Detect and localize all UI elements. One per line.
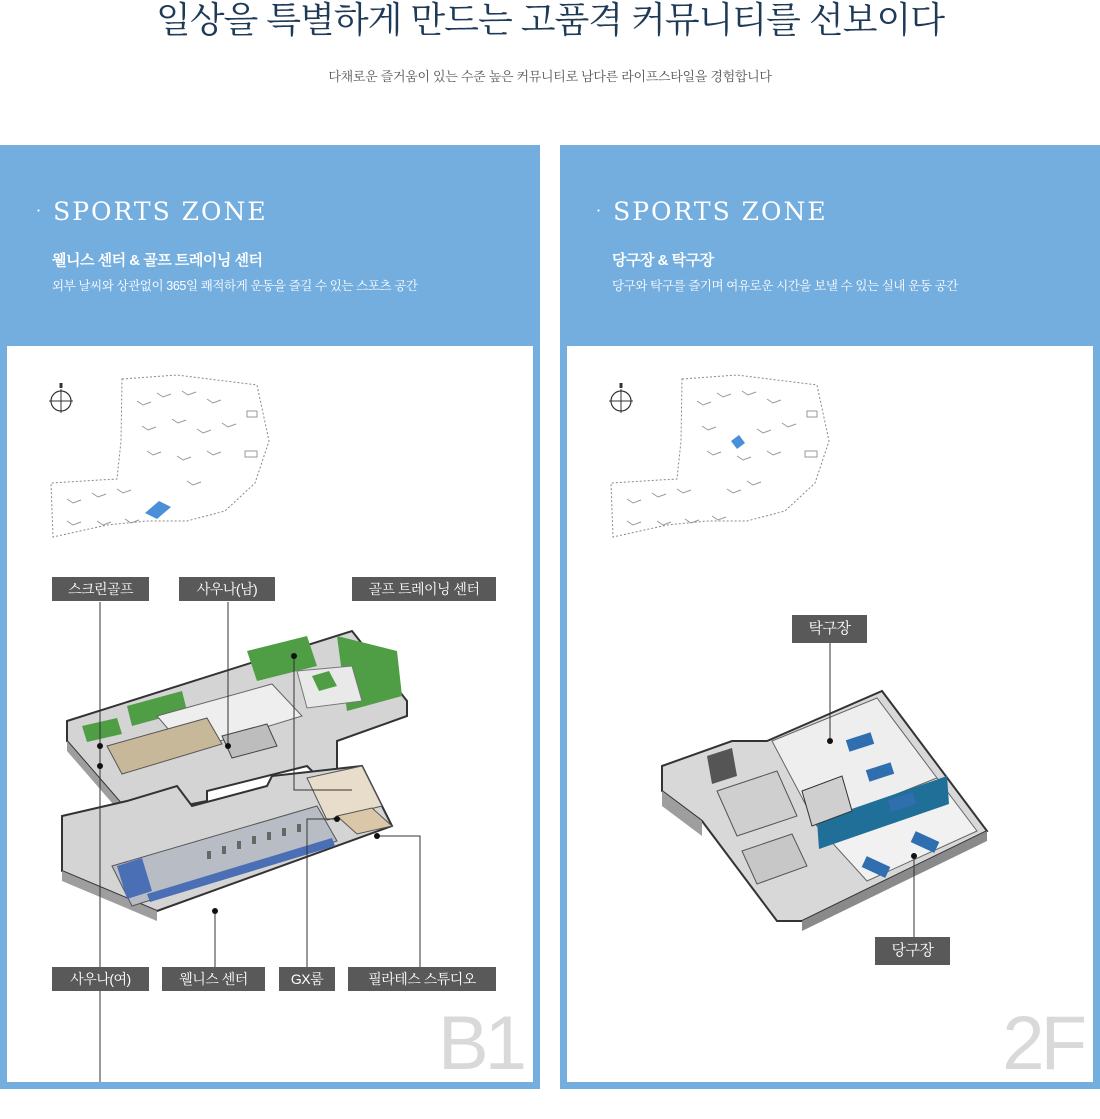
zone-label [596,197,828,226]
zone-description: 당구와 탁구를 즐기며 여유로운 시간을 보낼 수 있는 실내 운동 공간 [612,279,958,293]
floor-plan-2f [567,346,1093,1086]
sports-zone-panel-b1 [0,145,540,1089]
zone-label-text: SPORTS ZONE [613,197,828,226]
floor-label: B1 [438,1001,523,1086]
floor-plan-card [7,346,533,1086]
zone-description: 외부 날씨와 상관없이 365일 쾌적하게 운동을 즐길 수 있는 스포츠 공간 [52,279,418,293]
zone-label-text: SPORTS ZONE [53,197,268,226]
tag-table-tennis: 탁구장 [792,615,867,643]
tag-screen-golf: 스크린골프 [52,577,149,601]
tag-sauna-female: 사우나(여) [52,967,149,991]
zone-heading: 웰니스 센터 & 골프 트레이닝 센터 [52,252,263,269]
page-subtitle: 다채로운 즐거움이 있는 수준 높은 커뮤니티로 남다른 라이프스타일을 경험합니다 [328,69,772,84]
zone-label [36,197,268,226]
tag-wellness-center: 웰니스 센터 [162,967,265,991]
bullet-dot: · [596,201,604,220]
page-title: 일상을 특별하게 만드는 고품격 커뮤니티를 선보이다 [155,0,945,40]
tag-pilates-studio: 필라테스 스튜디오 [348,967,496,991]
bullet-dot: · [36,201,44,220]
floor-label: 2F [1002,1001,1083,1086]
sports-zone-panel-2f [560,145,1100,1089]
tag-sauna-male: 사우나(남) [179,577,275,601]
floor-plan-card [567,346,1093,1086]
tag-golf-training-center: 골프 트레이닝 센터 [352,577,496,601]
zone-heading: 당구장 & 탁구장 [612,252,714,269]
tag-gx-room: GX룸 [279,967,335,991]
tag-billiards: 당구장 [875,937,950,965]
